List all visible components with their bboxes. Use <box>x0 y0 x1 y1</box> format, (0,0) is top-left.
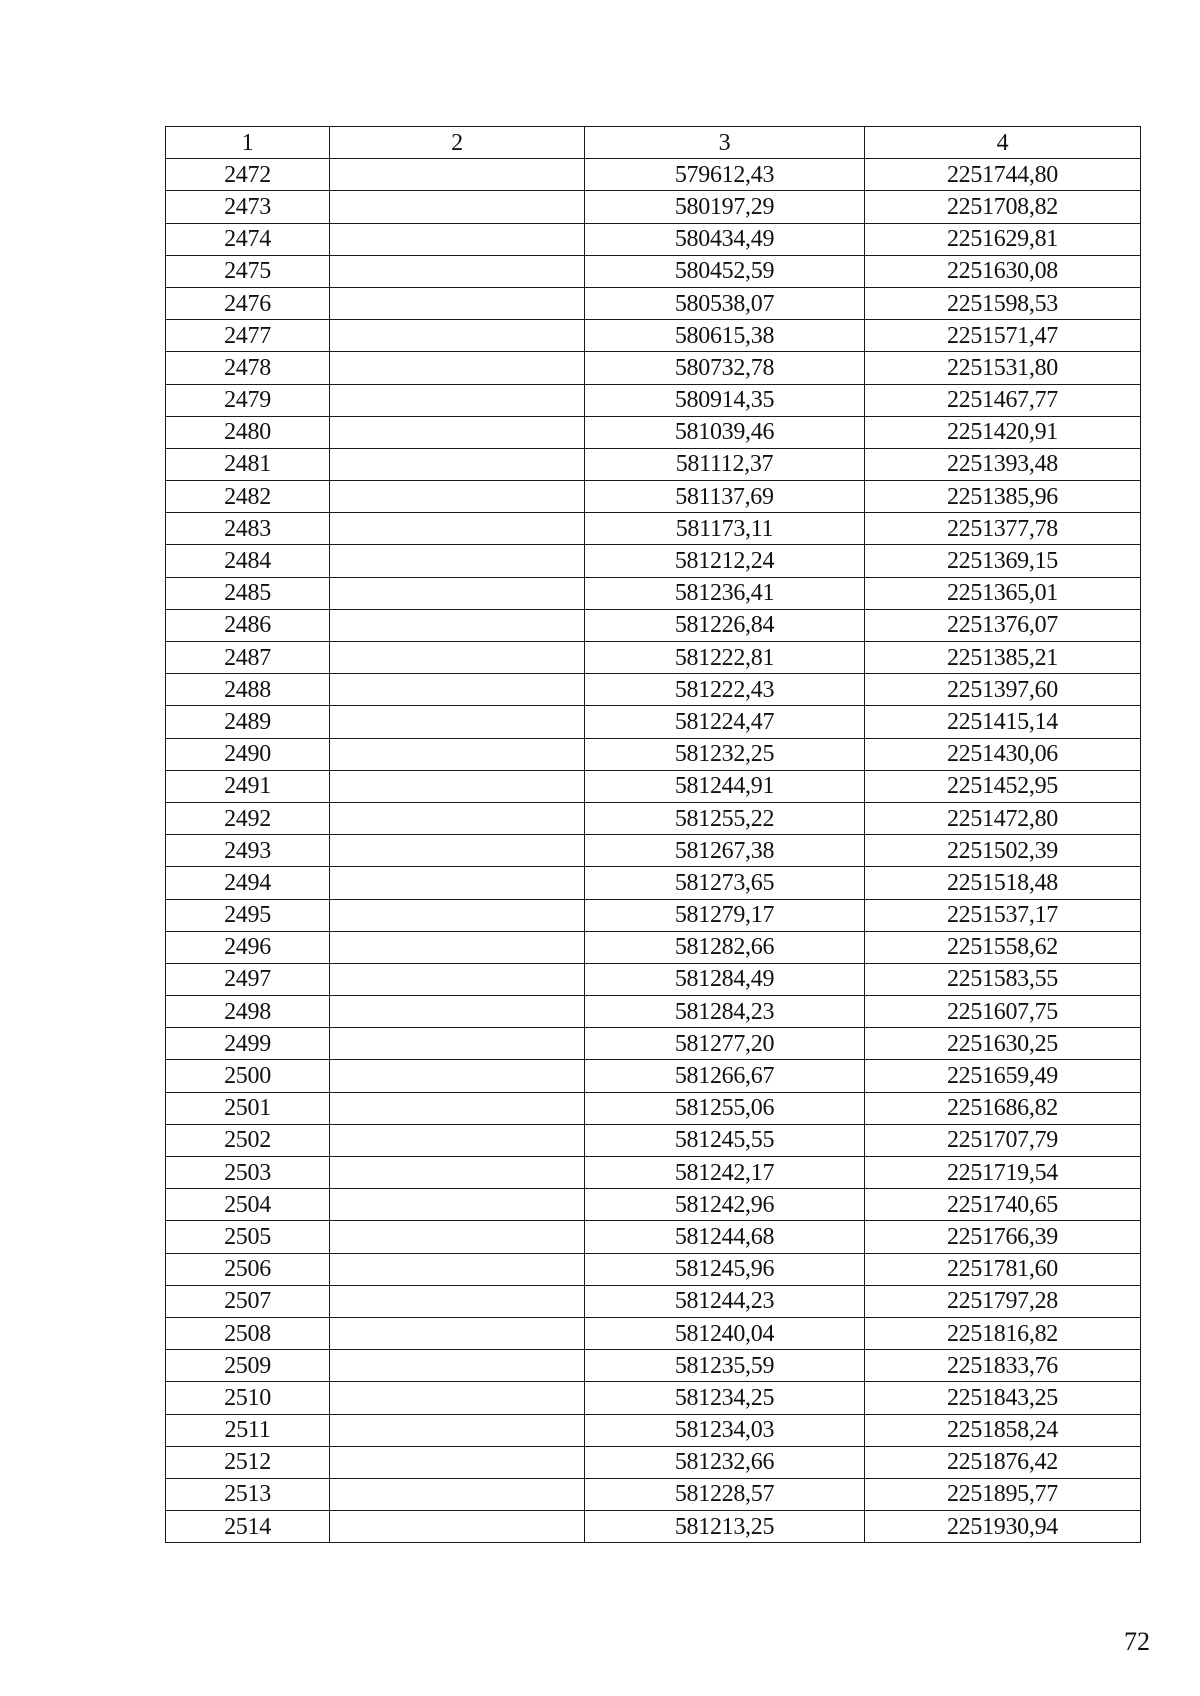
table-row <box>166 577 1141 609</box>
page-number: 72 <box>1124 1627 1150 1656</box>
description-cell <box>330 674 585 706</box>
table-row <box>166 1350 1141 1382</box>
description-cell <box>330 287 585 319</box>
description-cell <box>330 320 585 352</box>
x-coordinate-cell: 580452,59 <box>585 255 865 287</box>
description-cell <box>330 384 585 416</box>
point-number-cell: 2497 <box>166 963 330 995</box>
x-coordinate-cell: 581234,25 <box>585 1382 865 1414</box>
table-row <box>166 320 1141 352</box>
table-row <box>166 931 1141 963</box>
point-number-cell: 2492 <box>166 802 330 834</box>
description-cell <box>330 963 585 995</box>
table-row <box>166 996 1141 1028</box>
y-coordinate-cell: 2251393,48 <box>865 448 1141 480</box>
description-cell <box>330 835 585 867</box>
table-row <box>166 899 1141 931</box>
x-coordinate-cell: 581244,23 <box>585 1285 865 1317</box>
description-cell <box>330 1157 585 1189</box>
point-number-cell: 2507 <box>166 1285 330 1317</box>
y-coordinate-cell: 2251843,25 <box>865 1382 1141 1414</box>
table-row <box>166 416 1141 448</box>
description-cell <box>330 545 585 577</box>
x-coordinate-cell: 581267,38 <box>585 835 865 867</box>
description-cell <box>330 1092 585 1124</box>
table-row <box>166 384 1141 416</box>
description-cell <box>330 770 585 802</box>
point-number-cell: 2490 <box>166 738 330 770</box>
y-coordinate-cell: 2251833,76 <box>865 1350 1141 1382</box>
x-coordinate-cell: 579612,43 <box>585 159 865 191</box>
y-coordinate-cell: 2251518,48 <box>865 867 1141 899</box>
table-row <box>166 545 1141 577</box>
y-coordinate-cell: 2251365,01 <box>865 577 1141 609</box>
table-header-row <box>166 127 1141 159</box>
x-coordinate-cell: 581244,91 <box>585 770 865 802</box>
y-coordinate-cell: 2251630,08 <box>865 255 1141 287</box>
table-row <box>166 1060 1141 1092</box>
x-coordinate-cell: 580615,38 <box>585 320 865 352</box>
point-number-cell: 2484 <box>166 545 330 577</box>
description-cell <box>330 1253 585 1285</box>
point-number-cell: 2514 <box>166 1511 330 1543</box>
y-coordinate-cell: 2251876,42 <box>865 1446 1141 1478</box>
x-coordinate-cell: 580732,78 <box>585 352 865 384</box>
point-number-cell: 2508 <box>166 1317 330 1349</box>
description-cell <box>330 1221 585 1253</box>
x-coordinate-cell: 581232,66 <box>585 1446 865 1478</box>
point-number-cell: 2498 <box>166 996 330 1028</box>
x-coordinate-cell: 581224,47 <box>585 706 865 738</box>
x-coordinate-cell: 581222,43 <box>585 674 865 706</box>
table-body <box>166 159 1141 1543</box>
point-number-cell: 2501 <box>166 1092 330 1124</box>
x-coordinate-cell: 581212,24 <box>585 545 865 577</box>
x-coordinate-cell: 581277,20 <box>585 1028 865 1060</box>
y-coordinate-cell: 2251708,82 <box>865 191 1141 223</box>
y-coordinate-cell: 2251766,39 <box>865 1221 1141 1253</box>
x-coordinate-cell: 581279,17 <box>585 899 865 931</box>
y-coordinate-cell: 2251502,39 <box>865 835 1141 867</box>
x-coordinate-cell: 581236,41 <box>585 577 865 609</box>
description-cell <box>330 1382 585 1414</box>
x-coordinate-cell: 581245,96 <box>585 1253 865 1285</box>
point-number-cell: 2511 <box>166 1414 330 1446</box>
point-number-cell: 2502 <box>166 1124 330 1156</box>
x-coordinate-cell: 581228,57 <box>585 1478 865 1510</box>
y-coordinate-cell: 2251385,21 <box>865 642 1141 674</box>
table-row <box>166 352 1141 384</box>
table-row <box>166 1028 1141 1060</box>
description-cell <box>330 1028 585 1060</box>
x-coordinate-cell: 581255,06 <box>585 1092 865 1124</box>
table-row <box>166 1221 1141 1253</box>
x-coordinate-cell: 581266,67 <box>585 1060 865 1092</box>
x-coordinate-cell: 581242,17 <box>585 1157 865 1189</box>
point-number-cell: 2478 <box>166 352 330 384</box>
description-cell <box>330 513 585 545</box>
table-row <box>166 642 1141 674</box>
point-number-cell: 2476 <box>166 287 330 319</box>
y-coordinate-cell: 2251571,47 <box>865 320 1141 352</box>
y-coordinate-cell: 2251467,77 <box>865 384 1141 416</box>
description-cell <box>330 1317 585 1349</box>
point-number-cell: 2479 <box>166 384 330 416</box>
table-row <box>166 1511 1141 1543</box>
x-coordinate-cell: 581242,96 <box>585 1189 865 1221</box>
point-number-cell: 2494 <box>166 867 330 899</box>
x-coordinate-cell: 580914,35 <box>585 384 865 416</box>
description-cell <box>330 1189 585 1221</box>
column-header-2: 2 <box>330 127 585 159</box>
point-number-cell: 2510 <box>166 1382 330 1414</box>
description-cell <box>330 899 585 931</box>
point-number-cell: 2505 <box>166 1221 330 1253</box>
table-row <box>166 513 1141 545</box>
description-cell <box>330 802 585 834</box>
table-row <box>166 835 1141 867</box>
y-coordinate-cell: 2251629,81 <box>865 223 1141 255</box>
table-row <box>166 1382 1141 1414</box>
y-coordinate-cell: 2251719,54 <box>865 1157 1141 1189</box>
point-number-cell: 2489 <box>166 706 330 738</box>
table-row <box>166 223 1141 255</box>
description-cell <box>330 255 585 287</box>
point-number-cell: 2509 <box>166 1350 330 1382</box>
table-row <box>166 159 1141 191</box>
table-row <box>166 1253 1141 1285</box>
x-coordinate-cell: 581284,23 <box>585 996 865 1028</box>
x-coordinate-cell: 580538,07 <box>585 287 865 319</box>
table-row <box>166 738 1141 770</box>
table-row <box>166 255 1141 287</box>
y-coordinate-cell: 2251376,07 <box>865 609 1141 641</box>
point-number-cell: 2473 <box>166 191 330 223</box>
y-coordinate-cell: 2251797,28 <box>865 1285 1141 1317</box>
point-number-cell: 2482 <box>166 481 330 513</box>
point-number-cell: 2483 <box>166 513 330 545</box>
table-row <box>166 1414 1141 1446</box>
y-coordinate-cell: 2251744,80 <box>865 159 1141 191</box>
point-number-cell: 2475 <box>166 255 330 287</box>
table-row <box>166 609 1141 641</box>
point-number-cell: 2486 <box>166 609 330 641</box>
point-number-cell: 2487 <box>166 642 330 674</box>
x-coordinate-cell: 580434,49 <box>585 223 865 255</box>
description-cell <box>330 738 585 770</box>
y-coordinate-cell: 2251420,91 <box>865 416 1141 448</box>
table-row <box>166 706 1141 738</box>
x-coordinate-cell: 581245,55 <box>585 1124 865 1156</box>
description-cell <box>330 1446 585 1478</box>
column-header-1: 1 <box>166 127 330 159</box>
point-number-cell: 2506 <box>166 1253 330 1285</box>
point-number-cell: 2480 <box>166 416 330 448</box>
description-cell <box>330 931 585 963</box>
table-row <box>166 674 1141 706</box>
description-cell <box>330 223 585 255</box>
description-cell <box>330 1060 585 1092</box>
point-number-cell: 2499 <box>166 1028 330 1060</box>
y-coordinate-cell: 2251707,79 <box>865 1124 1141 1156</box>
y-coordinate-cell: 2251607,75 <box>865 996 1141 1028</box>
y-coordinate-cell: 2251740,65 <box>865 1189 1141 1221</box>
y-coordinate-cell: 2251397,60 <box>865 674 1141 706</box>
point-number-cell: 2485 <box>166 577 330 609</box>
column-header-4: 4 <box>865 127 1141 159</box>
x-coordinate-cell: 581222,81 <box>585 642 865 674</box>
column-header-3: 3 <box>585 127 865 159</box>
x-coordinate-cell: 581284,49 <box>585 963 865 995</box>
y-coordinate-cell: 2251531,80 <box>865 352 1141 384</box>
point-number-cell: 2512 <box>166 1446 330 1478</box>
table-row <box>166 1124 1141 1156</box>
description-cell <box>330 996 585 1028</box>
description-cell <box>330 191 585 223</box>
coordinates-table <box>165 126 1141 1543</box>
table-row <box>166 1478 1141 1510</box>
x-coordinate-cell: 581234,03 <box>585 1414 865 1446</box>
table-row <box>166 770 1141 802</box>
x-coordinate-cell: 581232,25 <box>585 738 865 770</box>
y-coordinate-cell: 2251630,25 <box>865 1028 1141 1060</box>
point-number-cell: 2472 <box>166 159 330 191</box>
table-row <box>166 1285 1141 1317</box>
y-coordinate-cell: 2251598,53 <box>865 287 1141 319</box>
y-coordinate-cell: 2251558,62 <box>865 931 1141 963</box>
point-number-cell: 2513 <box>166 1478 330 1510</box>
description-cell <box>330 481 585 513</box>
y-coordinate-cell: 2251583,55 <box>865 963 1141 995</box>
y-coordinate-cell: 2251781,60 <box>865 1253 1141 1285</box>
description-cell <box>330 1124 585 1156</box>
y-coordinate-cell: 2251377,78 <box>865 513 1141 545</box>
y-coordinate-cell: 2251816,82 <box>865 1317 1141 1349</box>
description-cell <box>330 352 585 384</box>
point-number-cell: 2504 <box>166 1189 330 1221</box>
x-coordinate-cell: 581255,22 <box>585 802 865 834</box>
x-coordinate-cell: 581213,25 <box>585 1511 865 1543</box>
x-coordinate-cell: 581112,37 <box>585 448 865 480</box>
x-coordinate-cell: 581240,04 <box>585 1317 865 1349</box>
table-row <box>166 191 1141 223</box>
x-coordinate-cell: 581235,59 <box>585 1350 865 1382</box>
y-coordinate-cell: 2251472,80 <box>865 802 1141 834</box>
point-number-cell: 2496 <box>166 931 330 963</box>
point-number-cell: 2500 <box>166 1060 330 1092</box>
table-row <box>166 802 1141 834</box>
point-number-cell: 2481 <box>166 448 330 480</box>
table-row <box>166 963 1141 995</box>
y-coordinate-cell: 2251537,17 <box>865 899 1141 931</box>
description-cell <box>330 706 585 738</box>
y-coordinate-cell: 2251858,24 <box>865 1414 1141 1446</box>
x-coordinate-cell: 581226,84 <box>585 609 865 641</box>
y-coordinate-cell: 2251415,14 <box>865 706 1141 738</box>
description-cell <box>330 1478 585 1510</box>
y-coordinate-cell: 2251385,96 <box>865 481 1141 513</box>
description-cell <box>330 448 585 480</box>
description-cell <box>330 1414 585 1446</box>
x-coordinate-cell: 581282,66 <box>585 931 865 963</box>
table-row <box>166 867 1141 899</box>
y-coordinate-cell: 2251686,82 <box>865 1092 1141 1124</box>
table-row <box>166 1157 1141 1189</box>
table-row <box>166 1446 1141 1478</box>
description-cell <box>330 577 585 609</box>
y-coordinate-cell: 2251659,49 <box>865 1060 1141 1092</box>
y-coordinate-cell: 2251895,77 <box>865 1478 1141 1510</box>
y-coordinate-cell: 2251930,94 <box>865 1511 1141 1543</box>
x-coordinate-cell: 580197,29 <box>585 191 865 223</box>
point-number-cell: 2488 <box>166 674 330 706</box>
table-row <box>166 448 1141 480</box>
description-cell <box>330 609 585 641</box>
x-coordinate-cell: 581039,46 <box>585 416 865 448</box>
table-row <box>166 287 1141 319</box>
description-cell <box>330 867 585 899</box>
y-coordinate-cell: 2251430,06 <box>865 738 1141 770</box>
description-cell <box>330 1511 585 1543</box>
y-coordinate-cell: 2251369,15 <box>865 545 1141 577</box>
table-row <box>166 481 1141 513</box>
table-row <box>166 1092 1141 1124</box>
x-coordinate-cell: 581244,68 <box>585 1221 865 1253</box>
x-coordinate-cell: 581173,11 <box>585 513 865 545</box>
point-number-cell: 2495 <box>166 899 330 931</box>
table-row <box>166 1189 1141 1221</box>
point-number-cell: 2493 <box>166 835 330 867</box>
point-number-cell: 2491 <box>166 770 330 802</box>
point-number-cell: 2503 <box>166 1157 330 1189</box>
description-cell <box>330 1350 585 1382</box>
description-cell <box>330 416 585 448</box>
description-cell <box>330 1285 585 1317</box>
x-coordinate-cell: 581273,65 <box>585 867 865 899</box>
x-coordinate-cell: 581137,69 <box>585 481 865 513</box>
point-number-cell: 2477 <box>166 320 330 352</box>
description-cell <box>330 642 585 674</box>
description-cell <box>330 159 585 191</box>
table-row <box>166 1317 1141 1349</box>
y-coordinate-cell: 2251452,95 <box>865 770 1141 802</box>
point-number-cell: 2474 <box>166 223 330 255</box>
